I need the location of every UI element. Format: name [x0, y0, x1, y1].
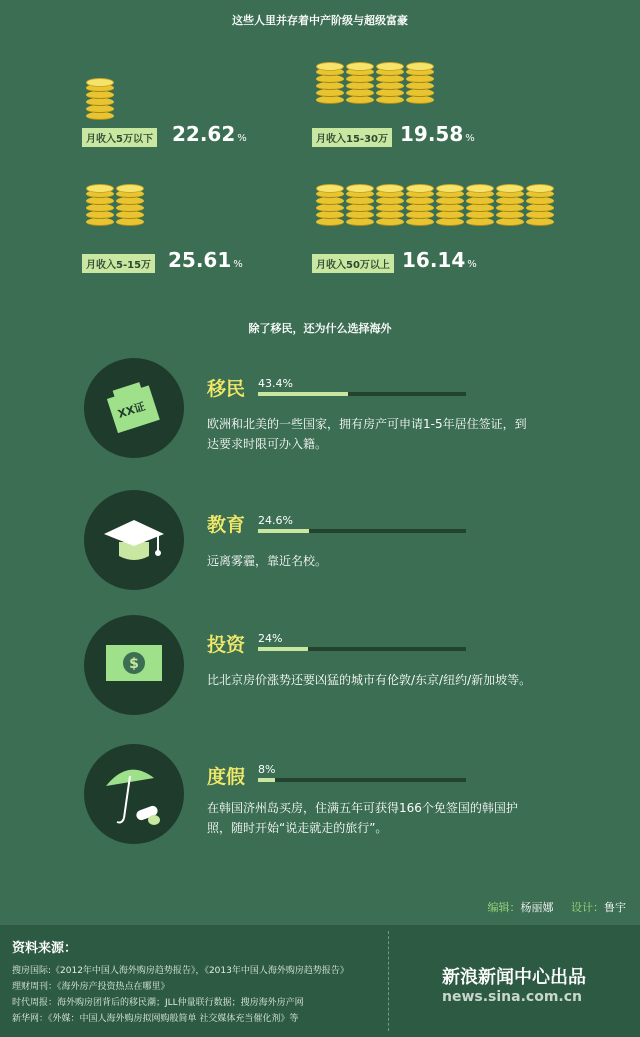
reason-percent-investment: 24% [258, 632, 283, 645]
income-label-3: 月收入5-15万 [82, 254, 155, 273]
source-line: 搜房国际:《2012年中国人海外购房趋势报告》，《2013年中国人海外购房趋势报告》 [12, 966, 349, 976]
source-line: 新华网：《外媒：中国人海外购房拟网购般简单 社交媒体充当催化剂》等 [12, 1014, 299, 1024]
income-label-4: 月收入50万以上 [312, 254, 394, 273]
section2-title: 除了移民，还为什么选择海外 [248, 322, 392, 335]
reason-bar-education [258, 529, 466, 533]
footer-divider [388, 931, 389, 1031]
brand-text: 新浪新闻中心出品 [442, 967, 586, 988]
coin-stack-icon [116, 184, 144, 230]
source-line: 理财周刊：《海外房产投资热点在哪里》 [12, 982, 170, 992]
coin-stack-icon [466, 184, 494, 230]
reason-bar-fill [258, 647, 308, 651]
reason-percent-education: 24.6% [258, 514, 293, 527]
reason-desc-vacation: 在韩国济州岛买房，住满五年可获得166个免签国的韩国护照，随时开始“说走就走的旅行”。 [207, 801, 518, 835]
reason-percent-vacation: 8% [258, 763, 276, 776]
reason-bar-immigration [258, 392, 466, 396]
graduation-cap-icon [84, 490, 184, 590]
coin-stack-icon [436, 184, 464, 230]
editor-key: 编辑： [487, 901, 521, 914]
reason-desc-investment: 比北京房价涨势还要凶猛的城市有伦敦/东京/纽约/新加坡等。 [207, 673, 532, 687]
vacation-circle [84, 744, 184, 844]
sources-title: 资料来源： [12, 941, 78, 956]
coin-stack-icon [376, 184, 404, 230]
source-line: 时代周报：海外购房团背后的移民潮；JLL仲量联行数据；搜房海外房产网 [12, 998, 304, 1008]
reason-percent-immigration: 43.4% [258, 377, 293, 390]
reason-title-investment: 投资 [207, 634, 246, 656]
certificate-text: XX证 [116, 399, 147, 421]
immigration-circle [84, 358, 184, 458]
editor-name: 杨丽娜 [520, 901, 554, 914]
dollar-bill-icon [84, 615, 184, 715]
reason-desc-education: 远离雾霾，靠近名校。 [207, 554, 328, 568]
reason-bar-vacation [258, 778, 466, 782]
reason-title-immigration: 移民 [207, 378, 246, 400]
brand-url: news.sina.com.cn [442, 989, 582, 1005]
coin-stack-icon [376, 62, 404, 108]
reason-bar-fill [258, 392, 348, 396]
umbrella-pills-icon [84, 744, 184, 844]
coin-stack-icon [526, 184, 554, 230]
income-percent-2: 19.58 % [400, 122, 475, 146]
education-circle [84, 490, 184, 590]
income-percent-3: 25.61 % [168, 248, 243, 272]
coin-stack-icon [406, 62, 434, 108]
coin-stack-icon [316, 184, 344, 230]
certificate-icon [84, 358, 184, 458]
coin-stack-icon [496, 184, 524, 230]
coin-stack-icon [86, 78, 114, 124]
designer-name: 鲁宇 [604, 901, 626, 914]
design-key: 设计： [571, 901, 604, 914]
income-percent-4: 16.14 % [402, 248, 477, 272]
reason-title-education: 教育 [207, 514, 246, 536]
income-percent-1: 22.62 % [172, 122, 247, 146]
coin-stack-icon [316, 62, 344, 108]
reason-bar-fill [258, 778, 275, 782]
income-label-1: 月收入5万以下 [82, 128, 157, 147]
reason-title-vacation: 度假 [207, 766, 246, 788]
reason-desc-immigration: 欧洲和北美的一些国家，拥有房产可申请1-5年居住签证，到达要求时限可办入籍。 [207, 417, 527, 451]
income-label-2: 月收入15-30万 [312, 128, 392, 147]
svg-text:$: $ [129, 656, 139, 672]
credits [488, 899, 627, 915]
coin-stack-icon [346, 62, 374, 108]
reason-bar-investment [258, 647, 466, 651]
coin-stack-icon [406, 184, 434, 230]
reason-bar-fill [258, 529, 309, 533]
coin-stack-icon [86, 184, 114, 230]
footer [0, 925, 640, 1037]
investment-circle [84, 615, 184, 715]
header-title: 这些人里并存着中产阶级与超级富豪 [232, 14, 408, 27]
coin-stack-icon [346, 184, 374, 230]
